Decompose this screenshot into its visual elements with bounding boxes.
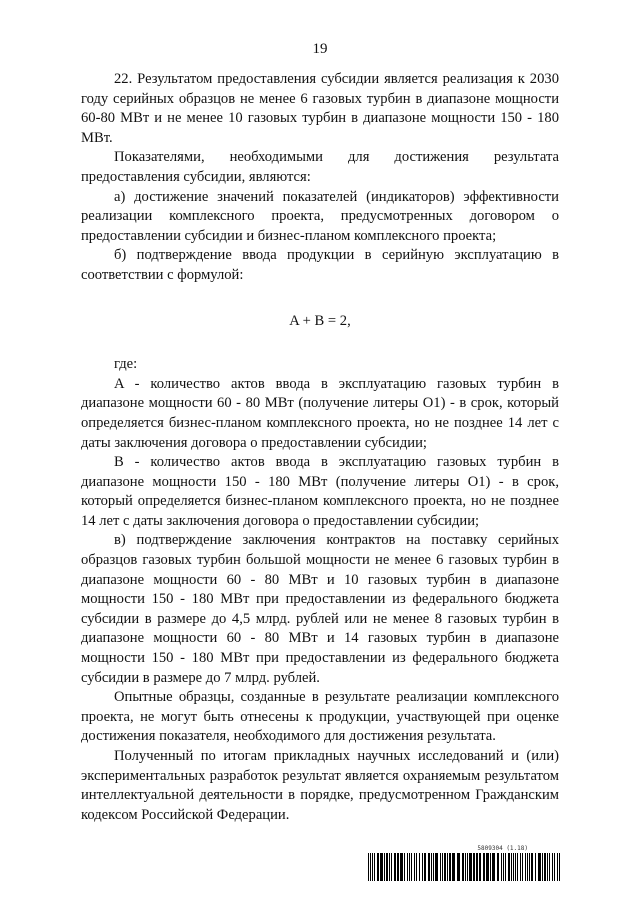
paragraph-item-b: б) подтверждение ввода продукции в серийную эксплуатацию в соответствии с формулой: (81, 247, 559, 283)
formula: A + B = 2, (289, 312, 351, 329)
barcode-caption: 5809304 (1.18) (477, 845, 528, 852)
paragraph-ip-result: Полученный по итогам прикладных научных исследований и (или) экспериментальных разработок результат является охраняемым результатом интеллектуальной деятельности в порядке, предусмотренном Гражданским кодексом Российской Федерации. (81, 748, 559, 823)
paragraph-definition-a: A - количество актов ввода в эксплуатацию газовых турбин в диапазоне мощности 60 - 80 МВт (получение литеры О1) - в срок, который определяется бизнес-планом комплексного проекта, но не позднее 14 лет с даты заключения договора о предоставлении субсидии; (81, 375, 559, 451)
barcode-icon (368, 853, 562, 881)
page-number: 19 (312, 41, 328, 57)
paragraph-definition-b: B - количество актов ввода в эксплуатацию газовых турбин в диапазоне мощности 150 - 180 МВт (получение литеры О1) - в срок, который определяется бизнес-планом комплексного проекта, но не позднее 14 лет с даты заключения договора о предоставлении субсидии; (81, 454, 559, 529)
paragraph-item-v: в) подтверждение заключения контрактов на поставку серийных образцов газовых турбин большой мощности не менее 6 газовых турбин в диапазоне мощности 60 - 80 МВт и 10 газовых турбин в диапазоне мощности 150 - 180 МВт при предоставлении из федерального бюджета субсидии в размере до 4,5 млрд. рублей или не менее 8 газовых турбин в диапазоне мощности 60 - 80 МВт и 14 газовых турбин в диапазоне мощности 150 - 180 МВт при предоставлении из федерального бюджета субсидии в размере до 7 млрд. рублей. (81, 532, 559, 686)
document-body (81, 70, 559, 825)
paragraph-prototypes: Опытные образцы, созданные в результате реализации комплексного проекта, не могут быть отнесены к продукции, участвующей при оценке достижения показателя, необходимого для достижения результата. (81, 689, 559, 745)
paragraph-item-a: а) достижение значений показателей (индикаторов) эффективности реализации комплексного проекта, предусмотренных договором о предоставлении субсидии и бизнес-планом комплексного проекта; (81, 188, 559, 244)
document-barcode (368, 845, 562, 883)
paragraph-22: 22. Результатом предоставления субсидии является реализация к 2030 году серийных образцов не менее 6 газовых турбин в диапазоне мощности 60-80 МВт и не менее 10 газовых турбин в диапазоне мощности 150 - 180 МВт. (81, 71, 559, 146)
paragraph-indicators: Показателями, необходимыми для достижения результата предоставления субсидии, являются: (81, 149, 559, 185)
paragraph-where: где: (114, 356, 138, 373)
